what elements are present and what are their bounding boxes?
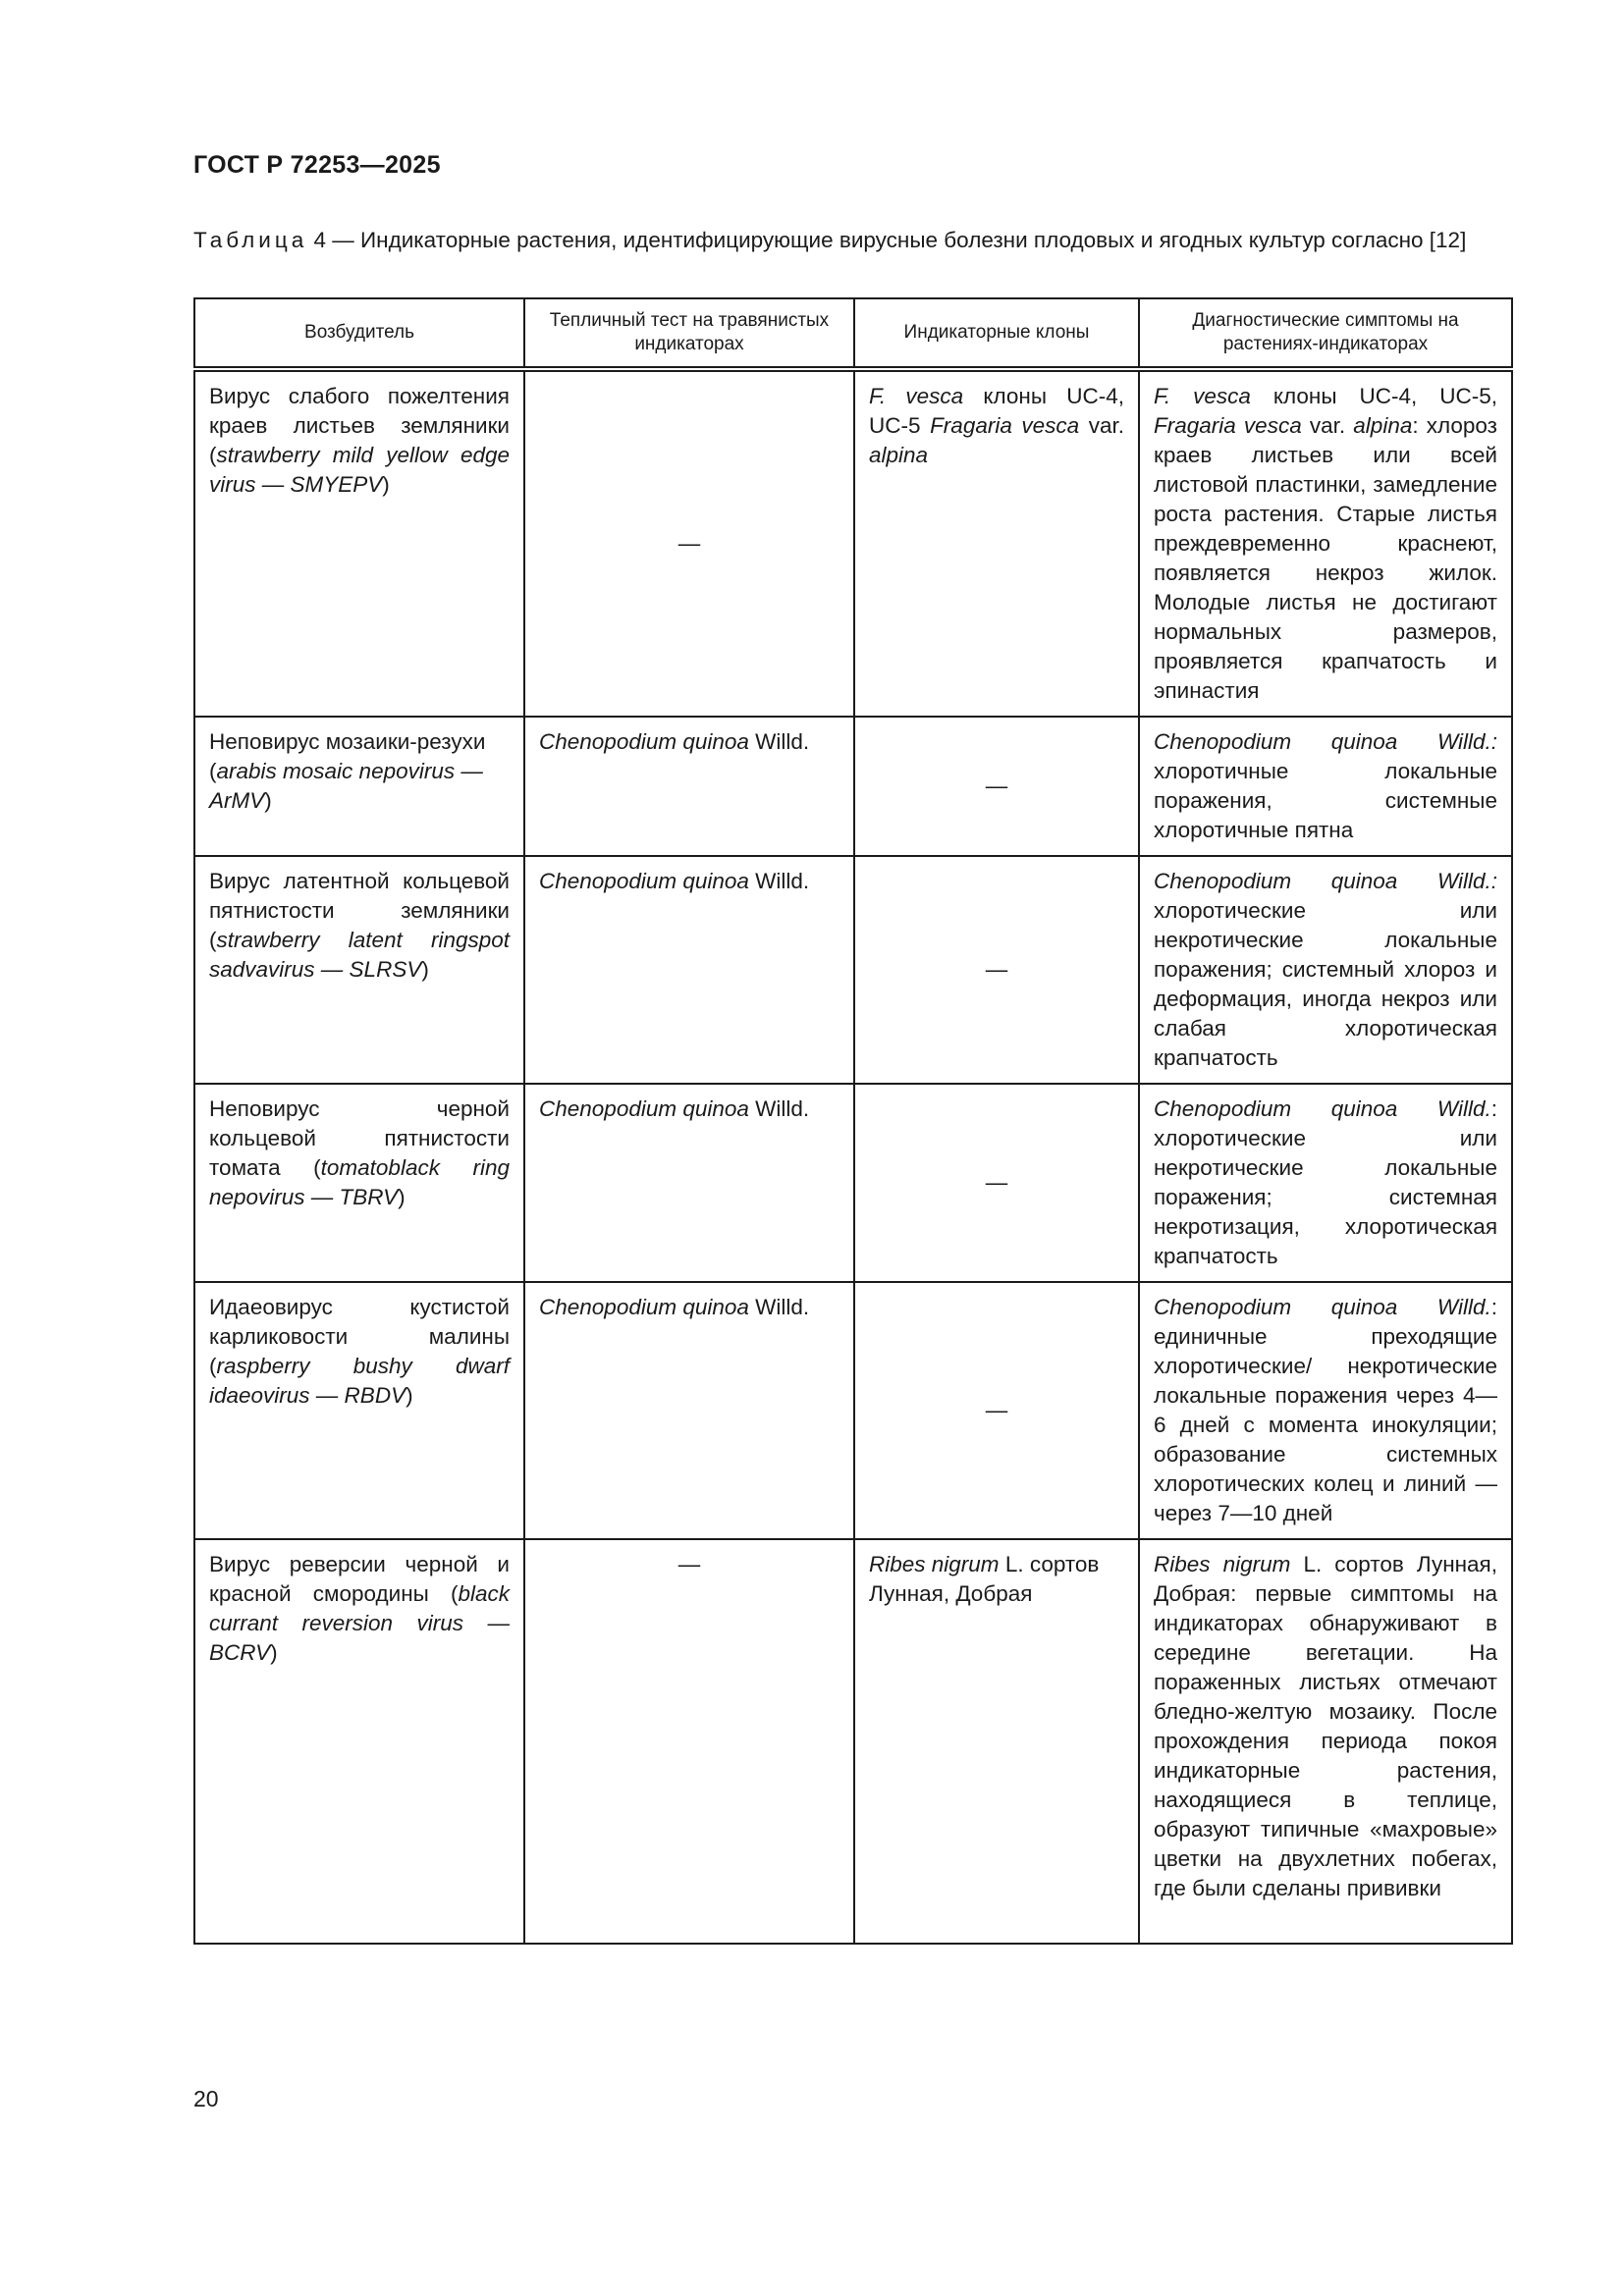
table-caption-label: Таблица bbox=[193, 228, 308, 252]
page-number: 20 bbox=[193, 2086, 219, 2111]
greenhouse-test-cell: Chenopodium quinoa Willd. bbox=[524, 1084, 854, 1282]
symptoms-cell: Chenopodium quinoa Willd.: хлоротические или некротические локальные поражения; системная некротизация, хлоротическая крапчатость bbox=[1139, 1084, 1512, 1282]
table-caption bbox=[193, 226, 1514, 255]
indicator-clones-cell: — bbox=[854, 1084, 1139, 1282]
symptoms-cell: Chenopodium quinoa Willd.: хлоротичные локальные поражения, системные хлоротичные пятна bbox=[1139, 717, 1512, 856]
greenhouse-test-cell: — bbox=[524, 369, 854, 717]
pathogen-cell: Вирус реверсии черной и красной смородины (black currant reversion virus — BCRV) bbox=[194, 1539, 524, 1944]
table-row bbox=[194, 369, 1512, 717]
greenhouse-test-cell: Chenopodium quinoa Willd. bbox=[524, 1282, 854, 1539]
pathogen-cell: Идаеовирус кустистой карликовости малины (raspberry bushy dwarf idaeovirus — RBDV) bbox=[194, 1282, 524, 1539]
standard-designation: ГОСТ Р 72253—2025 bbox=[193, 151, 441, 179]
indicator-plants-table bbox=[193, 297, 1513, 1945]
table-row bbox=[194, 1084, 1512, 1282]
column-header-symptoms: Диагностические симптомы на растениях-индикаторах bbox=[1139, 298, 1512, 369]
symptoms-cell: Ribes nigrum L. сортов Лунная, Добрая: первые симптомы на индикаторах обнаруживают в середине вегетации. На пораженных листьях отмечают бледно-желтую мозаику. После прохождения периода покоя индикаторные растения, находящиеся в теплице, образуют типичные «махровые» цветки на двухлетних побегах, где были сделаны прививки bbox=[1139, 1539, 1512, 1944]
table-row bbox=[194, 856, 1512, 1084]
indicator-clones-cell: — bbox=[854, 856, 1139, 1084]
column-header-pathogen: Возбудитель bbox=[194, 298, 524, 369]
column-header-greenhouse-test: Тепличный тест на травянистых индикаторах bbox=[524, 298, 854, 369]
indicator-clones-cell: — bbox=[854, 1282, 1139, 1539]
pathogen-cell: Вирус латентной кольцевой пятнистости земляники (strawberry latent ringspot sadvavirus — SLRSV) bbox=[194, 856, 524, 1084]
symptoms-cell: F. vesca клоны UC-4, UC-5, Fragaria vesca var. alpina: хлороз краев листьев или всей листовой пластинки, замедление роста растения. Старые листья преждевременно краснеют, появляется некроз жилок. Молодые листья не достигают нормальных размеров, проявляется крапчатость и эпинастия bbox=[1139, 369, 1512, 717]
table-row bbox=[194, 1539, 1512, 1944]
table-row bbox=[194, 1282, 1512, 1539]
column-header-indicator-clones: Индикаторные клоны bbox=[854, 298, 1139, 369]
table-header-row bbox=[194, 298, 1512, 369]
symptoms-cell: Chenopodium quinoa Willd.: единичные преходящие хлоротические/ некротические локальные поражения через 4—6 дней с момента инокуляции; образование системных хлоротических колец и линий — через 7—10 дней bbox=[1139, 1282, 1512, 1539]
greenhouse-test-cell: Chenopodium quinoa Willd. bbox=[524, 717, 854, 856]
pathogen-cell: Неповирус мозаики-резухи (arabis mosaic nepovirus — ArMV) bbox=[194, 717, 524, 856]
pathogen-cell: Неповирус черной кольцевой пятнистости томата (tomatoblack ring nepovirus — TBRV) bbox=[194, 1084, 524, 1282]
table-row bbox=[194, 717, 1512, 856]
greenhouse-test-cell: — bbox=[524, 1539, 854, 1944]
symptoms-cell: Chenopodium quinoa Willd.: хлоротические или некротические локальные поражения; системный хлороз и деформация, иногда некроз или слабая хлоротическая крапчатость bbox=[1139, 856, 1512, 1084]
table-caption-text: 4 — Индикаторные растения, идентифицирующие вирусные болезни плодовых и ягодных культур согласно [12] bbox=[307, 228, 1467, 252]
pathogen-cell: Вирус слабого пожелтения краев листьев земляники (strawberry mild yellow edge virus — SMYEPV) bbox=[194, 369, 524, 717]
greenhouse-test-cell: Chenopodium quinoa Willd. bbox=[524, 856, 854, 1084]
indicator-clones-cell: — bbox=[854, 717, 1139, 856]
indicator-clones-cell: Ribes nigrum L. сортов Лунная, Добрая bbox=[854, 1539, 1139, 1944]
indicator-plants-table-wrapper bbox=[193, 297, 1511, 1945]
indicator-clones-cell: F. vesca клоны UC-4, UC-5 Fragaria vesca var. alpina bbox=[854, 369, 1139, 717]
